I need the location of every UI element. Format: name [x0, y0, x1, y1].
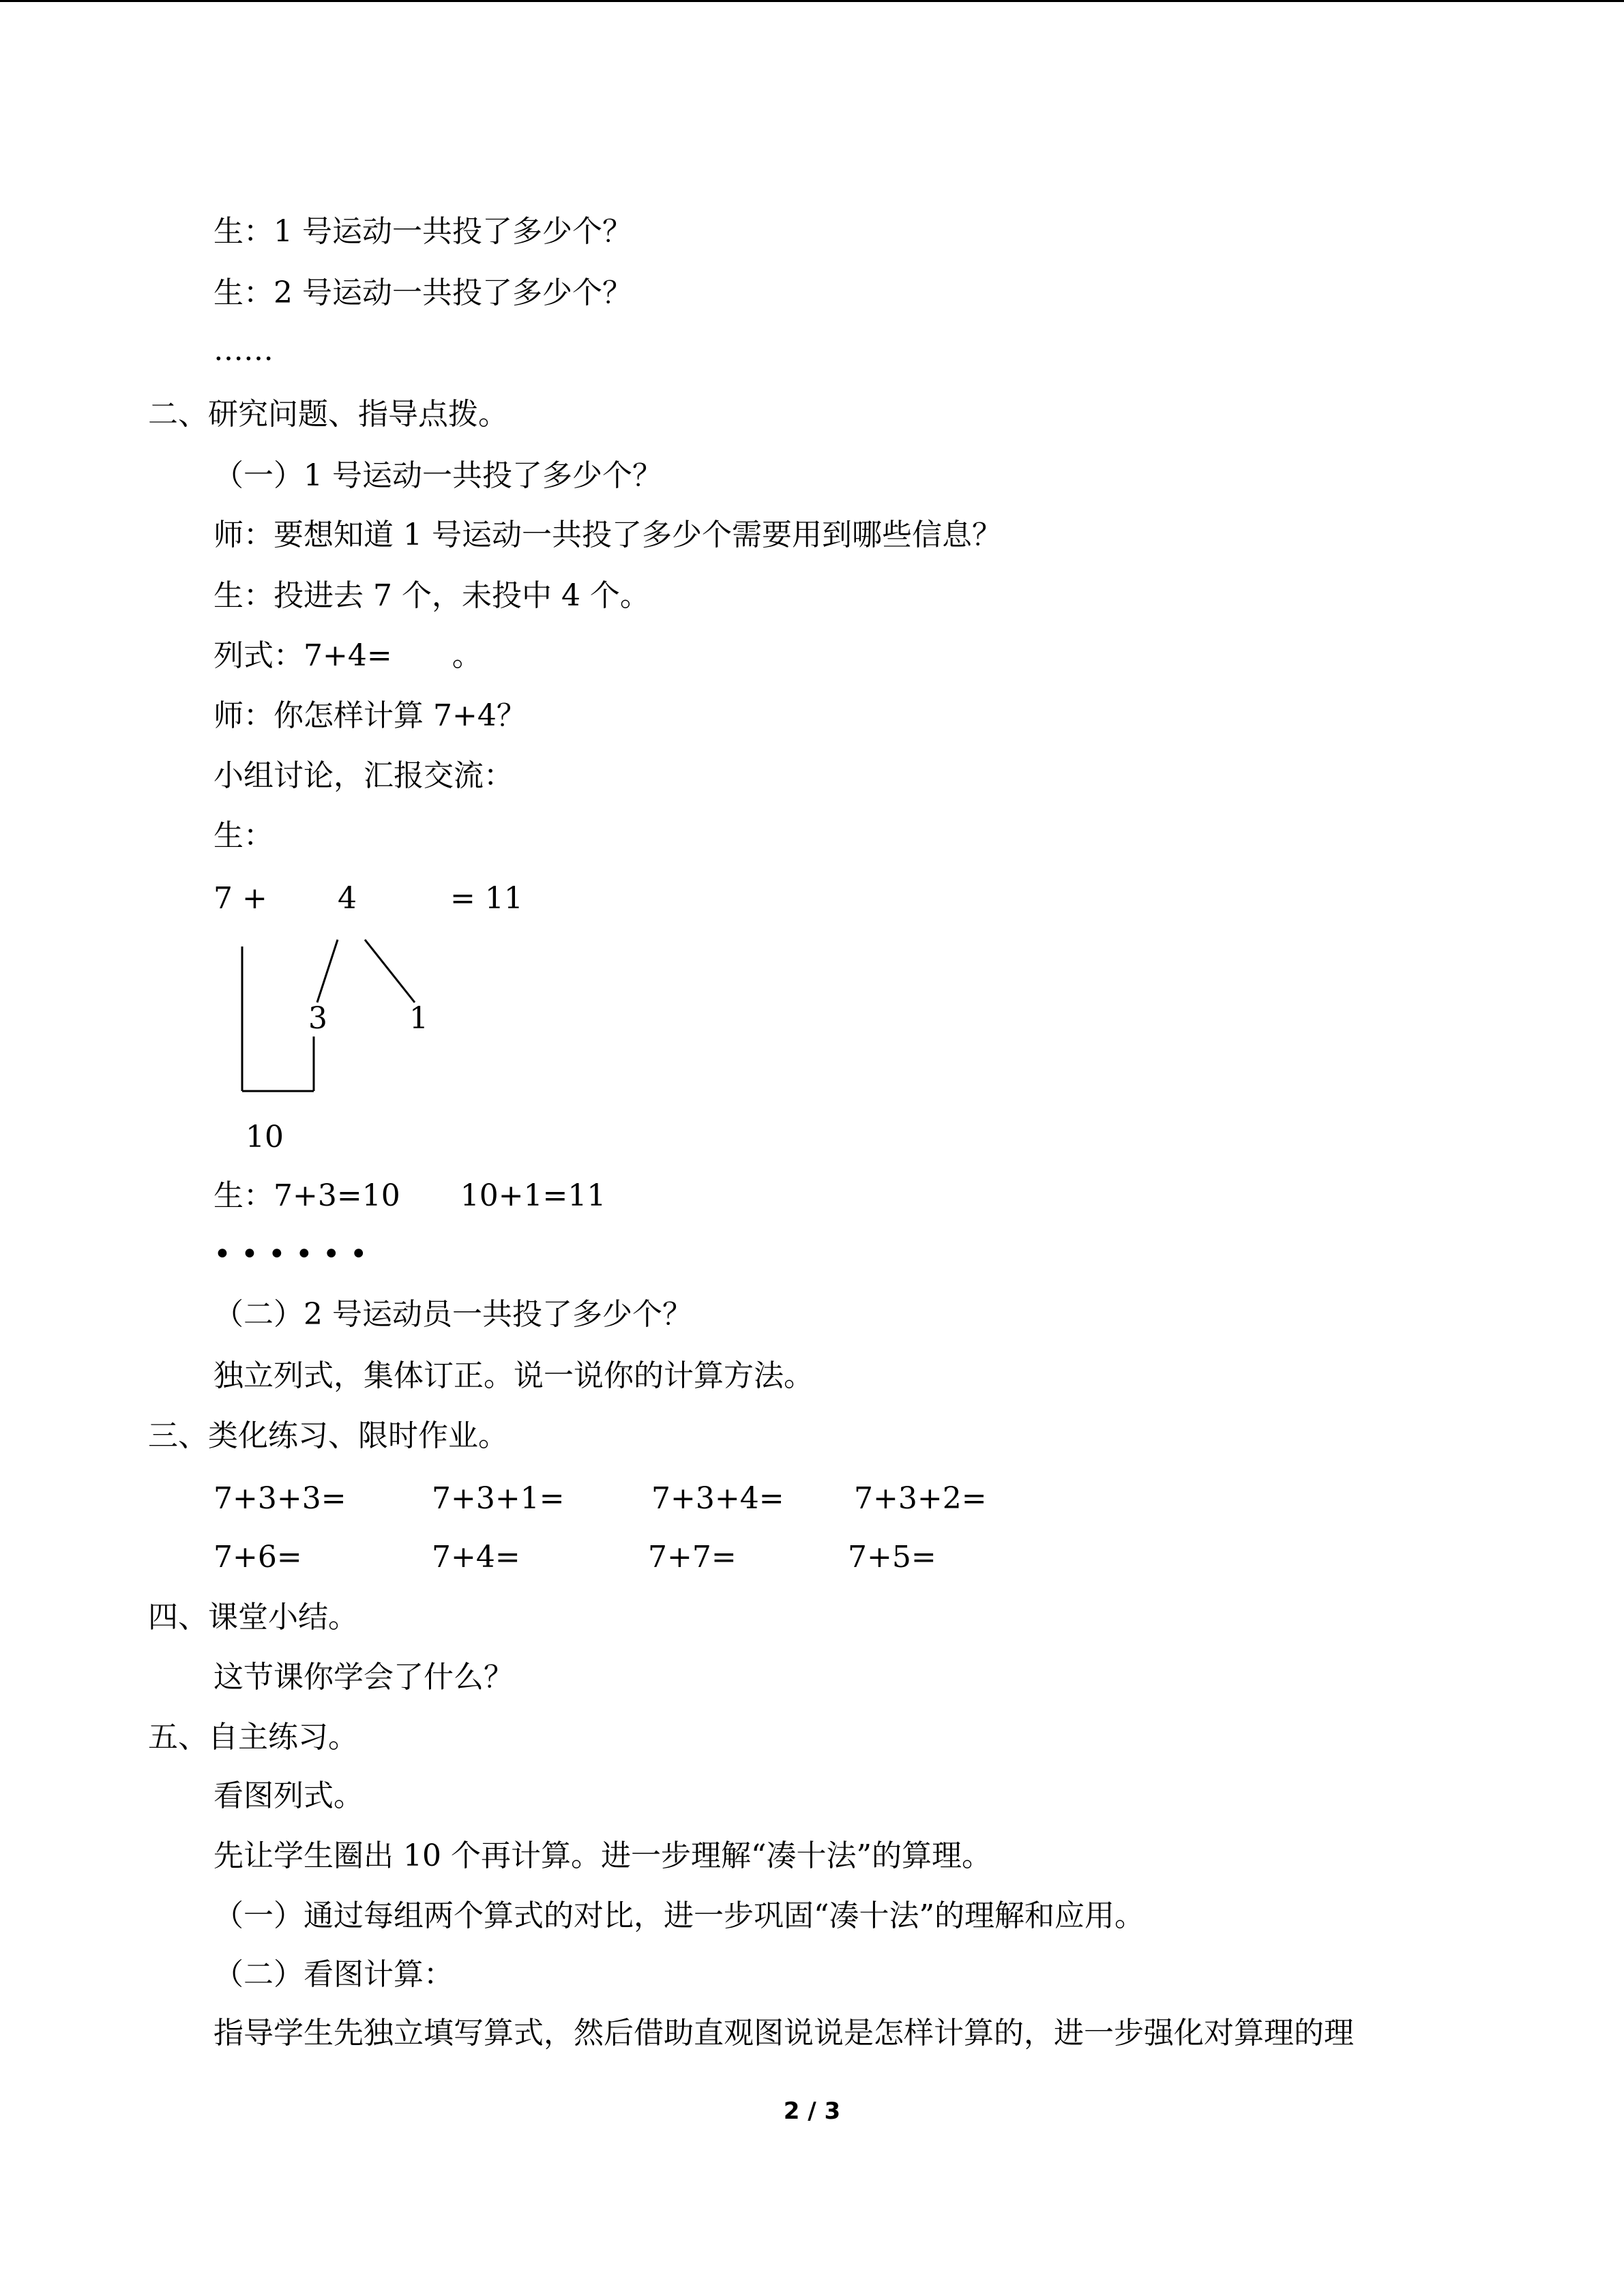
intro-line-1: 生：1 号运动一共投了多少个？ [213, 214, 632, 249]
page-number: 2 / 3 [783, 2098, 841, 2125]
exercise-1: 7+3+3= [213, 1481, 346, 1516]
student-answer-2: 生：7+3=10 10+1=11 [213, 1178, 606, 1213]
diagram-middle-term: 4 [338, 881, 357, 916]
intro-line-2: 生：2 号运动一共投了多少个？ [213, 275, 632, 310]
diagram-left-term: 7 + [213, 881, 267, 916]
student-label: 生： [213, 818, 274, 853]
section-2-sub-2: （二）2 号运动员一共投了多少个？ [213, 1297, 692, 1332]
section-5-line-1: 看图列式。 [213, 1778, 364, 1813]
formula-line: 列式：7+4= 。 [213, 638, 482, 673]
independent-work: 独立列式，集体订正。说一说你的计算方法。 [213, 1358, 814, 1393]
intro-ellipsis: …… [213, 333, 274, 368]
student-answer-1: 生：投进去 7 个，未投中 4 个。 [213, 578, 650, 613]
dots-line: • • • • • • [213, 1237, 368, 1272]
section-5-line-3: （一）通过每组两个算式的对比，进一步巩固“凑十法”的理解和应用。 [213, 1898, 1145, 1933]
group-discussion: 小组讨论，汇报交流： [213, 758, 514, 793]
exercise-5: 7+6= [213, 1540, 302, 1575]
section-3-heading: 三、类化练习、限时作业。 [148, 1418, 508, 1453]
section-4-heading: 四、课堂小结。 [148, 1600, 358, 1635]
page-top-border [0, 0, 1624, 2]
sum-ten: 10 [246, 1120, 284, 1154]
section-2-sub-1: （一）1 号运动一共投了多少个？ [213, 458, 662, 493]
exercise-8: 7+5= [848, 1540, 936, 1575]
diagram-result: = 11 [450, 881, 523, 916]
section-5-heading: 五、自主练习。 [148, 1720, 358, 1755]
split-left-branch [317, 940, 338, 1002]
split-part-a: 3 [308, 1001, 327, 1036]
exercise-6: 7+4= [432, 1540, 520, 1575]
split-right-branch [365, 940, 415, 1002]
split-part-b: 1 [409, 1001, 428, 1036]
summary-question: 这节课你学会了什么？ [213, 1660, 514, 1695]
section-5-line-5: 指导学生先独立填写算式，然后借助直观图说说是怎样计算的，进一步强化对算理的理 [213, 2016, 1354, 2051]
teacher-question-1: 师：要想知道 1 号运动一共投了多少个需要用到哪些信息？ [213, 518, 1002, 552]
exercise-7: 7+7= [648, 1540, 737, 1575]
section-5-line-2: 先让学生圈出 10 个再计算。进一步理解“凑十法”的算理。 [213, 1838, 992, 1873]
exercise-3: 7+3+4= [651, 1481, 784, 1516]
exercise-4: 7+3+2= [854, 1481, 987, 1516]
section-5-line-4: （二）看图计算： [213, 1957, 454, 1992]
section-2-heading: 二、研究问题、指导点拨。 [148, 397, 508, 432]
exercise-2: 7+3+1= [432, 1481, 565, 1516]
teacher-question-2: 师：你怎样计算 7+4？ [213, 698, 527, 733]
